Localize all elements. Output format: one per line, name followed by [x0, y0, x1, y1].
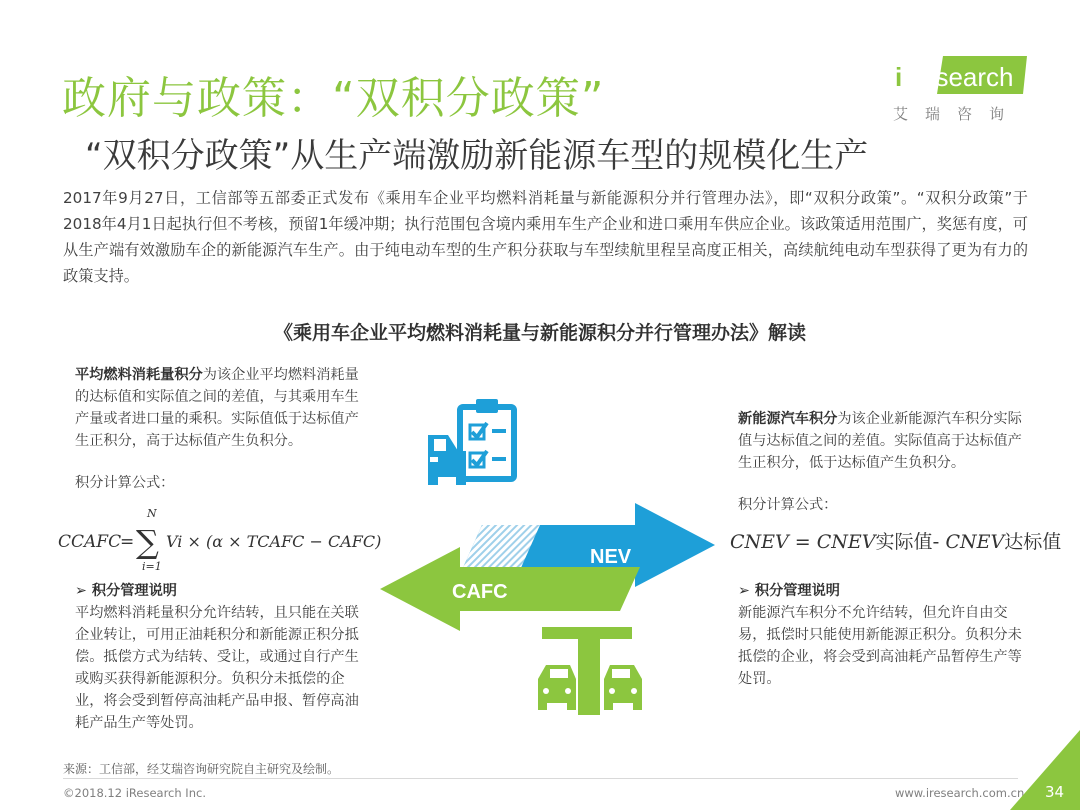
cafc-formula-lhs: CCAFC — [58, 532, 122, 552]
cafc-term: 平均燃料消耗量积分 — [75, 367, 203, 383]
website-link[interactable]: www.iresearch.com.cn — [895, 786, 1025, 800]
nev-mgmt-title-text: 积分管理说明 — [754, 583, 840, 599]
cafc-mgmt-title-text: 积分管理说明 — [91, 583, 177, 599]
car-left-icon — [538, 665, 576, 710]
nev-arrow-label: NEV — [590, 546, 632, 568]
nev-formula-rhs: CNEV — [945, 531, 1005, 553]
chevron-right-icon: ➢ — [738, 583, 755, 599]
page-number: 34 — [1045, 783, 1065, 801]
intro-paragraph: 2017年9月27日，工信部等五部委正式发布《乘用车企业平均燃料消耗量与新能源积分并行管理办法》，即“双积分政策”。“双积分政策”于2018年4月1日起执行但不考核，预留1年缓冲期；执行范围包含境内乘用车生产企业和进口乘用车供应企业。该政策适用范围广，奖惩有度，可从生产端有效激励车企的新能源汽车生产。由于纯电动车型的生产积分获取与车型续航里程呈高度正相关，高续航纯电动车型获得了更为有力的政策支持。 — [63, 189, 1028, 285]
equals-sign: = — [120, 532, 135, 552]
nev-formula-mid: CNEV — [816, 531, 876, 553]
copyright: ©2018.12 iResearch Inc. — [63, 786, 206, 800]
logo-i: i — [895, 62, 903, 92]
iresearch-logo — [895, 62, 1014, 93]
cafc-formula — [58, 505, 388, 575]
nev-definition — [738, 408, 1023, 474]
nev-formula-rhs-suffix: 达标值 — [1004, 531, 1062, 553]
sigma-icon: ∑ — [136, 523, 159, 561]
clipboard-icon — [460, 399, 514, 479]
cafc-definition-text: 为该企业平均燃料消耗量的达标值和实际值之间的差值，与其乘用车生产量或者进口量的乘积。实际值低于达标值产生正积分，高于达标值产生负积分。 — [75, 367, 359, 449]
nev-mgmt-title — [738, 580, 840, 602]
chevron-right-icon: ➢ — [75, 583, 92, 599]
page-subtitle: “双积分政策”从生产端激励新能源车型的规模化生产 — [85, 136, 869, 176]
nev-mgmt-text: 新能源汽车积分不允许结转，但允许自由交易，抵偿时只能使用新能源正积分。负积分未抵偿的企业，将会受到高油耗产品暂停生产等处罚。 — [738, 605, 1022, 687]
cafc-mgmt-title — [75, 580, 177, 602]
nev-formula-label: 积分计算公式： — [738, 497, 838, 513]
logo-chinese: 艾瑞咨询 — [893, 105, 1022, 123]
policy-illustration — [370, 395, 730, 725]
page-title: 政府与政策：“双积分政策” — [62, 73, 605, 124]
nev-formula-lhs: CNEV — [730, 531, 789, 553]
car-right-icon — [604, 665, 642, 710]
section-title: 《乘用车企业平均燃料消耗量与新能源积分并行管理办法》解读 — [273, 322, 806, 344]
cafc-formula-rhs: Vi × (α × TCAFC − CAFC) — [166, 532, 382, 551]
logo-text: Research — [902, 62, 1014, 92]
cafc-mgmt-text: 平均燃料消耗量积分允许结转，且只能在关联企业转让，可用正油耗积分和新能源正积分抵偿。抵偿方式为结转、受让，或通过自行产生或购买获得新能源积分。负积分未抵偿的企业，将会受到暂停高油耗产品申报、暂停高油耗产品生产等处罚。 — [75, 605, 359, 731]
nev-term: 新能源汽车积分 — [738, 411, 838, 427]
source-note: 来源：工信部，经艾瑞咨询研究院自主研究及绘制。 — [63, 762, 340, 776]
sum-lower-limit: i=1 — [142, 560, 162, 573]
nev-formula-mid-suffix: 实际值- — [875, 531, 946, 553]
nev-formula: CNEV = CNEV实际值- CNEV达标值 — [730, 531, 1062, 553]
footer-divider — [63, 778, 1018, 779]
nev-definition-text: 为该企业新能源汽车积分实际值与达标值之间的差值。实际值高于达标值产生正积分，低于达标值产生负积分。 — [738, 411, 1022, 471]
cafc-arrow-label: CAFC — [452, 581, 508, 603]
cafc-definition — [75, 364, 365, 452]
cafc-formula-label: 积分计算公式： — [75, 475, 175, 491]
sum-upper-limit: N — [147, 507, 157, 520]
